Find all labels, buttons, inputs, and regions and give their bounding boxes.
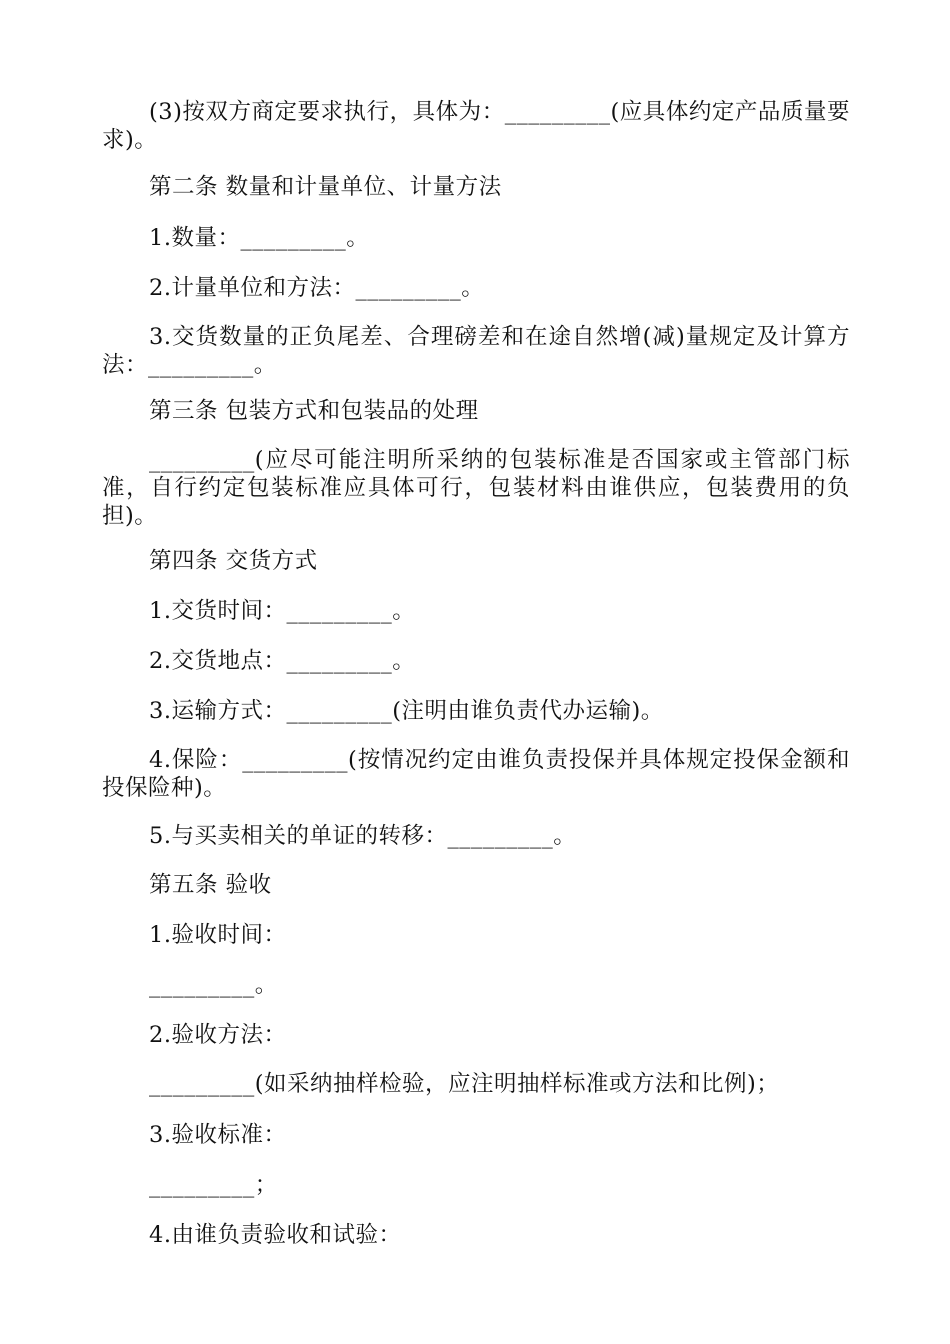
paragraph-delivery-time: 1.交货时间：_________。: [149, 598, 416, 624]
paragraph-inspection-time: 1.验收时间：: [149, 922, 287, 948]
paragraph-transport-method: 3.运输方式：_________(注明由谁负责代办运输)。: [149, 698, 664, 724]
heading-article-5: 第五条 验收: [149, 872, 272, 898]
heading-article-2: 第二条 数量和计量单位、计量方法: [149, 174, 502, 200]
paragraph-document-transfer: 5.与买卖相关的单证的转移：_________。: [149, 823, 577, 849]
paragraph-measurement-unit: 2.计量单位和方法：_________。: [149, 275, 485, 301]
paragraph-inspection-standard-blank: _________；: [149, 1172, 278, 1198]
paragraph-inspection-method-blank: _________(如采纳抽样检验，应注明抽样标准或方法和比例)；: [149, 1071, 780, 1097]
paragraph-delivery-tolerance: 3.交货数量的正负尾差、合理磅差和在途自然增(减)量规定及计算方法：_________。: [102, 324, 850, 378]
paragraph-inspection-standard: 3.验收标准：: [149, 1122, 287, 1148]
heading-article-4: 第四条 交货方式: [149, 548, 318, 574]
paragraph-inspection-method: 2.验收方法：: [149, 1022, 287, 1048]
paragraph-inspection-time-blank: _________。: [149, 972, 278, 998]
paragraph-insurance: 4.保险：_________(按情况约定由谁负责投保并具体规定投保金额和投保险种)。: [102, 747, 850, 801]
heading-article-3: 第三条 包装方式和包装品的处理: [149, 398, 479, 424]
paragraph-quality-requirement: (3)按双方商定要求执行，具体为：_________(应具体约定产品质量要求)。: [102, 99, 850, 153]
paragraph-quantity: 1.数量：_________。: [149, 225, 370, 251]
paragraph-inspection-responsibility: 4.由谁负责验收和试验：: [149, 1222, 402, 1248]
paragraph-delivery-place: 2.交货地点：_________。: [149, 648, 416, 674]
paragraph-packaging: _________(应尽可能注明所采纳的包装标准是否国家或主管部门标准，自行约定包装标准应具体可行，包装材料由谁供应，包装费用的负担)。: [102, 447, 850, 529]
